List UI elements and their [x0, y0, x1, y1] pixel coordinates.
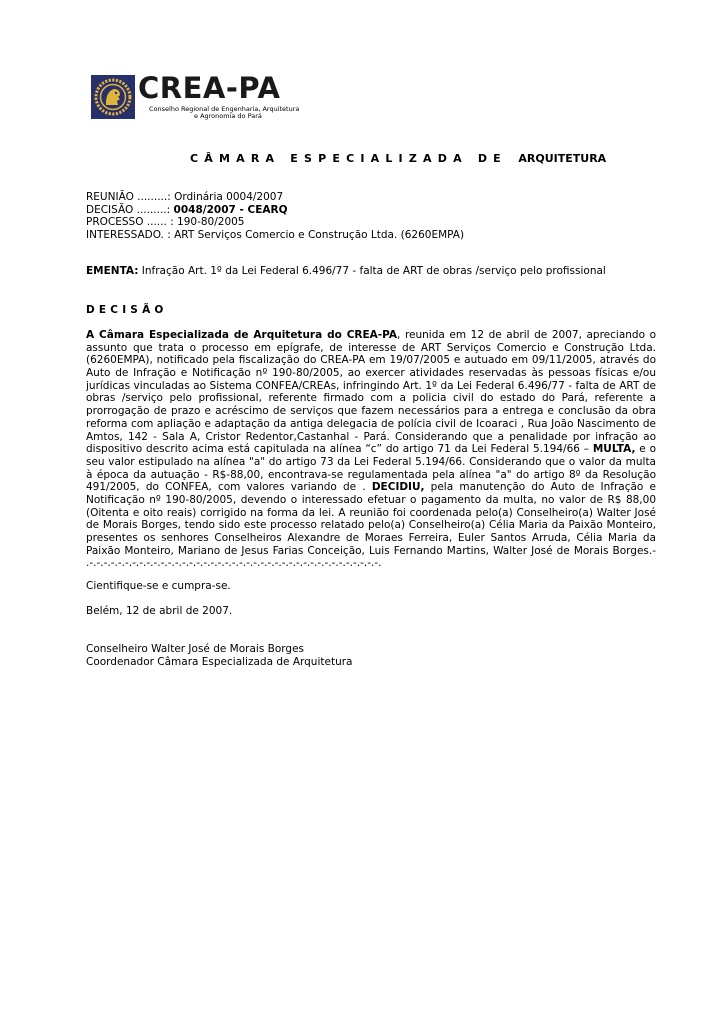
body-line: Auto de Infração e Notificação nº 190-80/2005, ao exercer atividades reservadas às pessoas físicas e/ou [86, 367, 656, 380]
body-line: prorrogação de prazo e acréscimo de serviços que fazem necessários para a entrega e conclusão da obra [86, 405, 656, 418]
crea-pa-logo [91, 73, 301, 123]
document-title-part2: ARQUITETURA [518, 152, 607, 165]
body-line: jurídicas vinculadas ao Sistema CONFEA/CREAs, infringindo Art. 1º da Lei Federal 6.496/77 - falta de ART de [86, 379, 656, 392]
body-line: obras /serviço pelo profissional, referente firmado com a policia civil do estado do Pará, referente a [86, 392, 656, 405]
body-line: Notificação nº 190-80/2005, devendo o interessado efetuar o pagamento da multa, no valor de R$ 88,00 [86, 493, 656, 506]
meta-reuniao: REUNIÃO .........: Ordinária 0004/2007 [86, 191, 284, 203]
body-line: Amtos, 142 - Sala A, Cristor Redentor,Castanhal - Pará. Considerando que a penalidade por infração ao [86, 430, 656, 443]
document-title [190, 152, 606, 165]
body-line: assunto que trata o processo em epígrafe, de interesse de ART Serviços Comercio e Construção Ltda. [86, 341, 656, 354]
body-line: à época da autuação - R$-88,00, encontrava-se regulamentada pela alínea "a" do artigo 8º da Resolução [86, 468, 656, 481]
decision-heading: DECISÃO [86, 304, 168, 316]
signer-name: Conselheiro Walter José de Morais Borges [86, 643, 304, 655]
body-line: presentes os senhores Conselheiros Alexandre de Moraes Ferreira, Euler Santos Arruda, Célia Maria da [86, 532, 656, 544]
body-line: (Oitenta e oito reais) corrigido na forma da lei. A reunião foi coordenada pelo(a) Conselheiro(a) Walter José [86, 506, 656, 519]
place-date: Belém, 12 de abril de 2007. [86, 605, 233, 617]
cientifique-text: Cientifique-se e cumpra-se. [86, 580, 231, 592]
body-line: seu valor estipulado na alínea "a" do artigo 73 da Lei Federal 5.194/66. Considerando que o valor da multa [86, 455, 656, 468]
body-line: (6260EMPA), notificado pela fiscalização do CREA-PA em 19/07/2005 e autuado em 09/11/2005, através do [86, 354, 656, 367]
meeting-metadata [86, 191, 464, 241]
body-line: reforma com apliação e adaptação da antiga delegacia de polícia civil de Icoaraci , Rua João Nascimento de [86, 417, 656, 430]
body-line: de Morais Borges, tendo sido este processo relatado pelo(a) Conselheiro(a) Célia Maria da Paixão Monteiro, [86, 519, 656, 532]
body-line: Paixão Monteiro, Mariano de Jesus Farias Conceição, Luis Fernando Martins, Walter José de Morais Borges.- [86, 544, 656, 557]
ementa-label: EMENTA: [86, 265, 139, 277]
ementa-text: Infração Art. 1º da Lei Federal 6.496/77 - falta de ART de obras /serviço pelo profissional [138, 265, 606, 277]
meta-processo: PROCESSO ...... : 190-80/2005 [86, 216, 245, 229]
ementa [86, 265, 606, 278]
signer-role: Coordenador Câmara Especializada de Arquitetura [86, 656, 353, 668]
meta-decisao: DECISÃO .........: 0048/2007 - CEARQ [86, 203, 288, 216]
body-line: A Câmara Especializada de Arquitetura do CREA-PA, reunida em 12 de abril de 2007, apreciando o [86, 329, 656, 341]
body-line: dispositivo descrito acima está capitulada na alínea “c” do artigo 71 da Lei Federal 5.194/66 – MULTA, e o [86, 443, 656, 456]
body-line: 491/2005, do CONFEA, com valores variando de . DECIDIU, pela manutenção do Auto de Infração e [86, 481, 656, 494]
meta-interessado: INTERESSADO. : ART Serviços Comercio e Construção Ltda. (6260EMPA) [86, 228, 465, 241]
document-title-part1: CÂMARA ESPECIALIZADA DE [190, 152, 507, 165]
crea-seal-icon [91, 75, 135, 119]
logo-subtitle-line2: e Agronomia do Pará [194, 112, 262, 120]
decision-body [86, 329, 656, 570]
logo-brand-text: CREA-PA [138, 71, 281, 105]
body-line: .-.-.-.-.-.-.-.-.-.-.-.-.-.-.-.-.-.-.-.-.-.-.-.-.-.-.-.-.-.-.-.-.-.-.-.-.-.-.-.-.-. [86, 557, 382, 570]
logo-subtitle-line1: Conselho Regional de Engenharia, Arquitetura [149, 105, 300, 113]
